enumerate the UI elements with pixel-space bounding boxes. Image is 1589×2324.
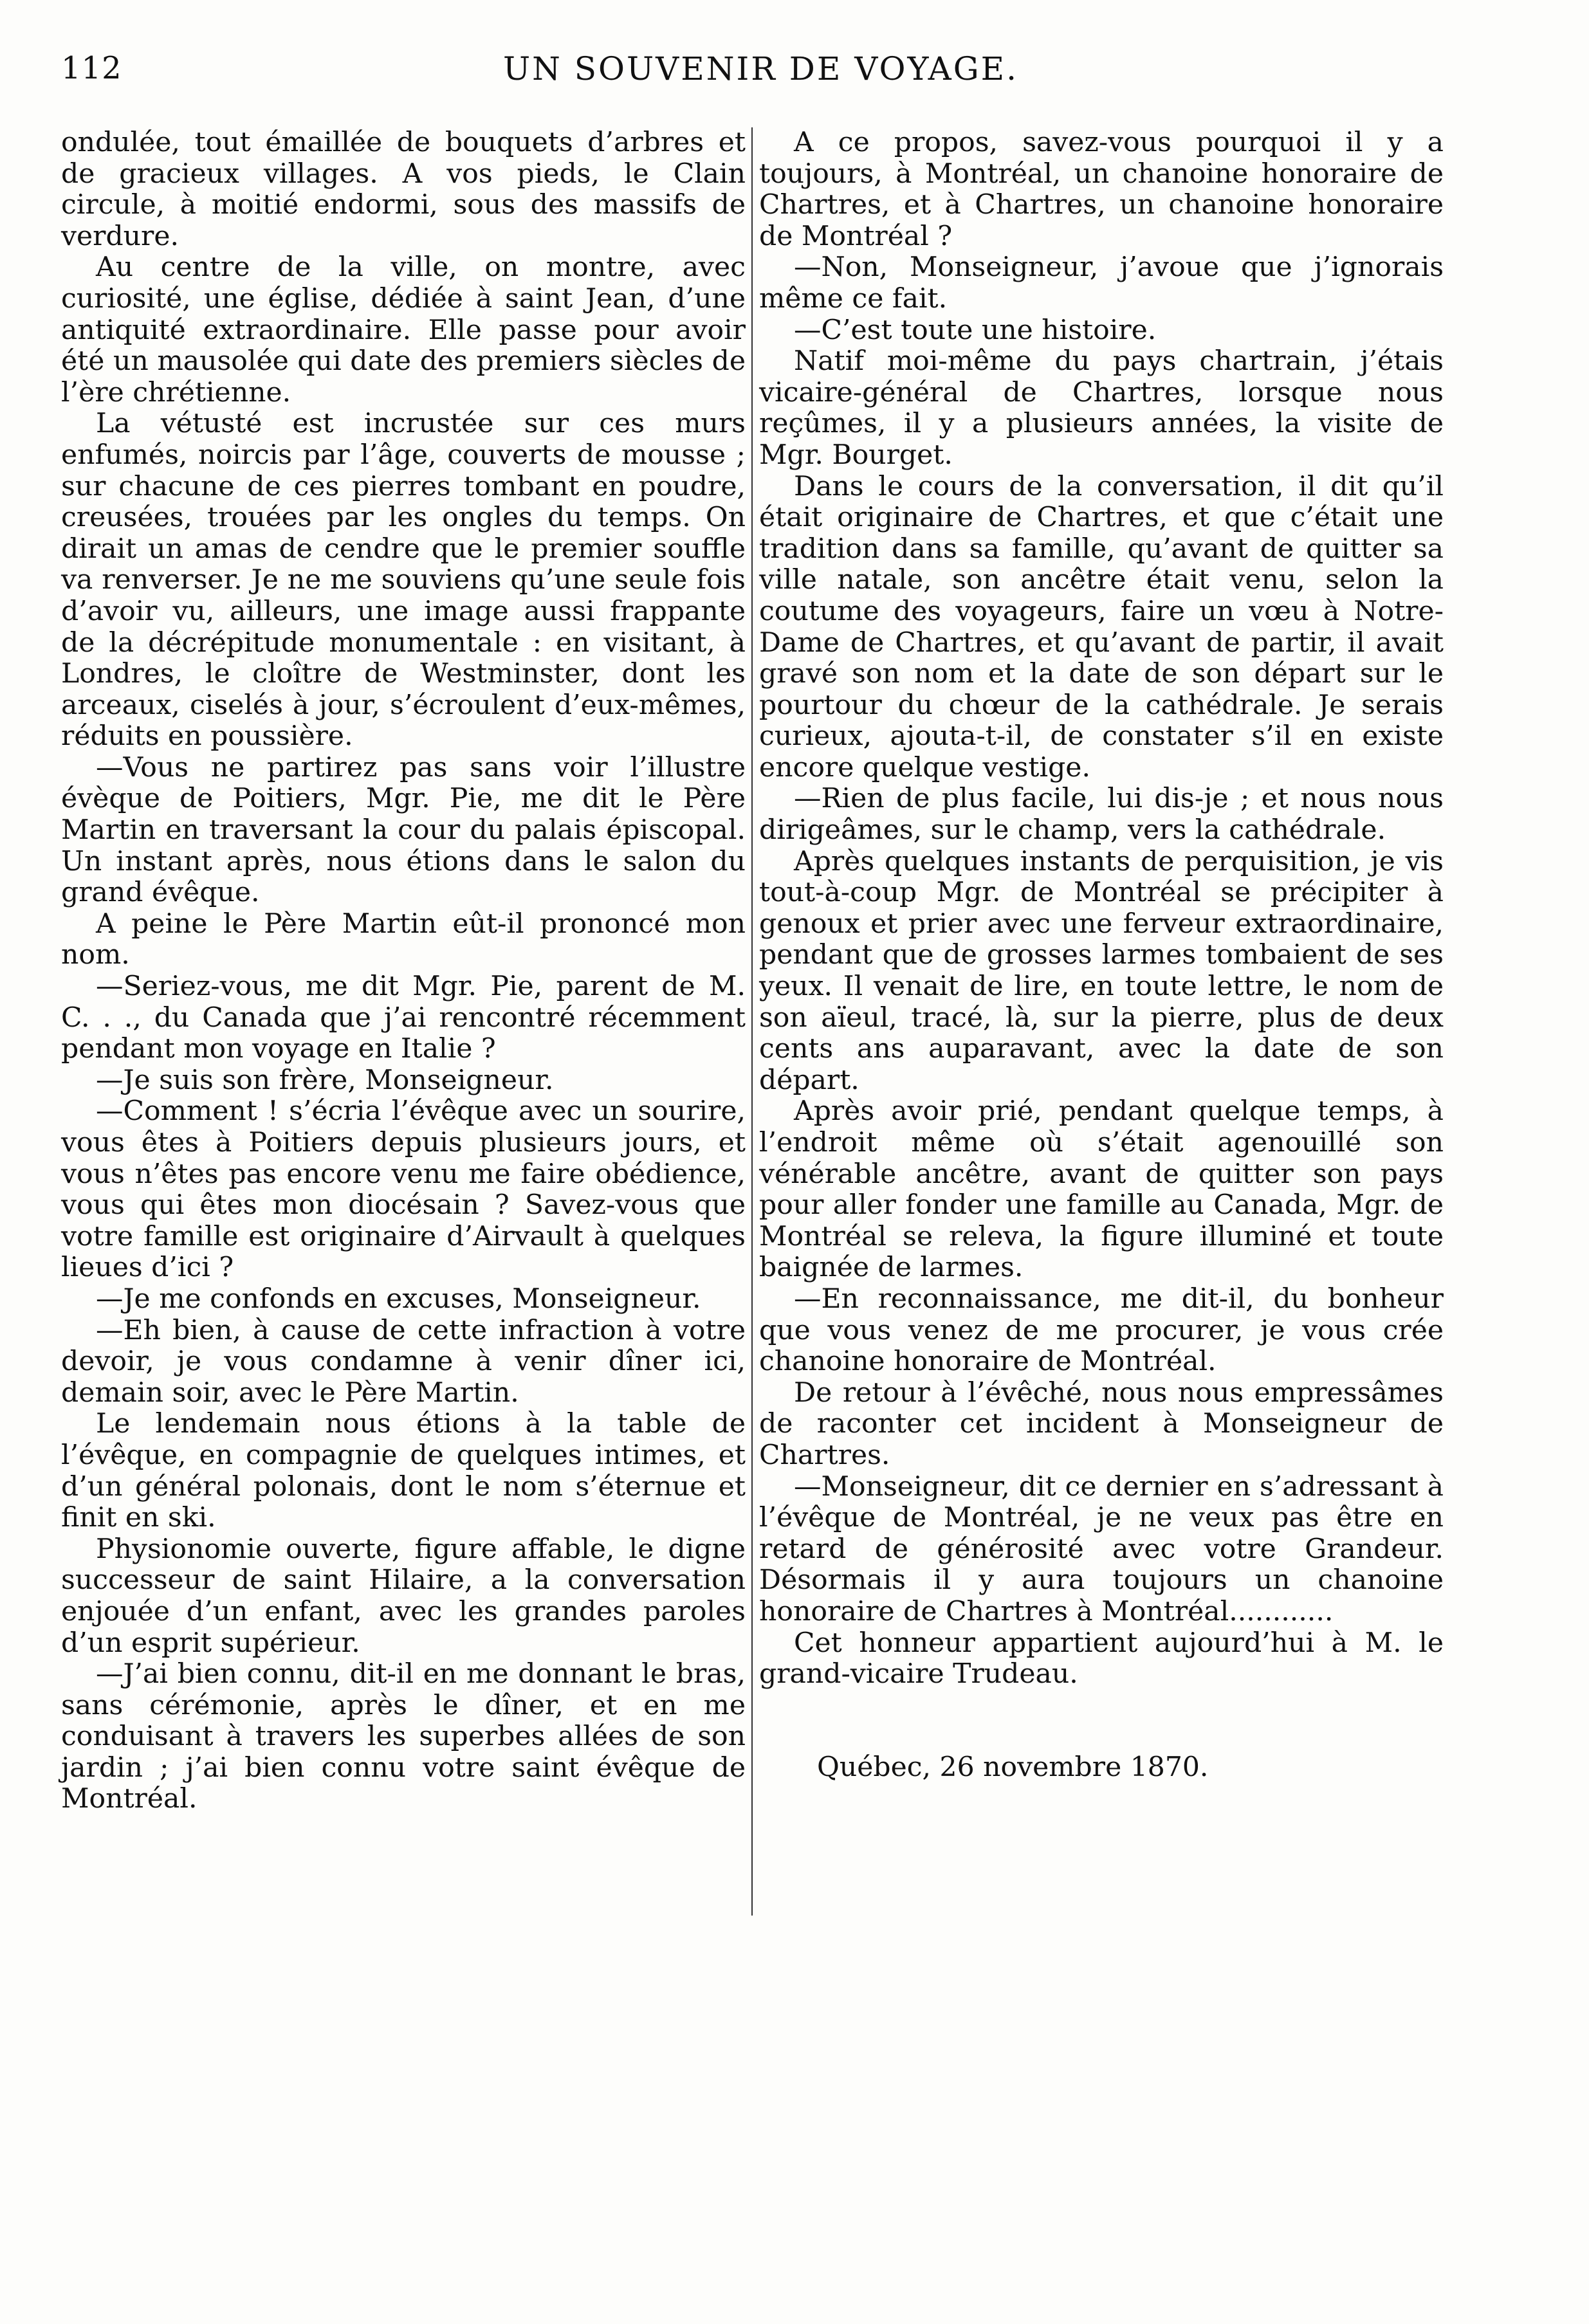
left-column [61, 127, 746, 1815]
paragraph: Le lendemain nous étions à la table de l’évêque, en compagnie de quelques intimes, et d’un général polonais, dont le nom s’éternue et finit en ski. [61, 1408, 746, 1534]
paragraph: —En reconnaissance, me dit-il, du bonheur que vous venez de me procurer, je vous crée chanoine honoraire de Montréal. [759, 1283, 1444, 1378]
page-number: 112 [61, 50, 122, 86]
paragraph: A peine le Père Martin eût-il prononcé mon nom. [61, 908, 746, 971]
paragraph: —Je suis son frère, Monseigneur. [96, 1064, 554, 1096]
right-column-paragraphs [759, 127, 1444, 1690]
paragraph: De retour à l’évêché, nous nous empressâmes de raconter cet incident à Monseigneur de Chartres. [759, 1377, 1444, 1471]
paragraph: —Non, Monseigneur, j’avoue que j’ignorais même ce fait. [759, 252, 1444, 315]
paragraph: Dans le cours de la conversation, il dit qu’il était originaire de Chartres, et que c’était une tradition dans sa famille, qu’avant de quitter sa ville natale, son ancêtre était venu, selon la coutume des voyageurs, faire un vœu à Notre-Dame de Chartres, et qu’avant de partir, il avait gravé son nom et la date de son départ sur le pourtour du chœur de la cathédrale. Je serais curieux, ajouta-t-il, de constater s’il en existe encore quelque vestige. [759, 470, 1444, 783]
paragraph: Natif moi-même du pays chartrain, j’étais vicaire-général de Chartres, lorsque nous reçûmes, il y a plusieurs années, la visite de Mgr. Bourget. [759, 345, 1444, 471]
paragraph: La vétusté est incrustée sur ces murs enfumés, noircis par l’âge, couverts de mousse ; sur chacune de ces pierres tombant en poudre, creusées, trouées par les ongles du temps. On dirait un amas de cendre que le premier souffle va renverser. Je ne me souviens qu’une seule fois d’avoir vu, ailleurs, une image aussi frappante de la décrépitude monumentale : en visitant, à Londres, le cloître de Westminster, dont les arceaux, ciselés à jour, s’écroulent d’eux-mêmes, réduits en poussière. [61, 408, 746, 753]
paragraph: —Eh bien, à cause de cette infraction à votre devoir, je vous condamne à venir dîner ici, demain soir, avec le Père Martin. [61, 1314, 746, 1409]
page-header [61, 50, 1460, 102]
column-divider [751, 127, 753, 1916]
paragraph: A ce propos, savez-vous pourquoi il y a toujours, à Montréal, un chanoine honoraire de Chartres, et à Chartres, un chanoine honoraire de Montréal ? [759, 127, 1444, 252]
paragraph: —J’ai bien connu, dit-il en me donnant le bras, sans cérémonie, après le dîner, et en me conduisant à travers les superbes allées de son jardin ; j’ai bien connu votre saint évêque de Montréal. [61, 1658, 746, 1815]
paragraph: —Seriez-vous, me dit Mgr. Pie, parent de M. C. . ., du Canada que j’ai rencontré récemment pendant mon voyage en Italie ? [61, 971, 746, 1065]
paragraph: —C’est toute une histoire. [794, 314, 1157, 346]
paragraph: Au centre de la ville, on montre, avec curiosité, une église, dédiée à saint Jean, d’une antiquité extraordinaire. Elle passe pour avoir été un mausolée qui date des premiers siècles de l’ère chrétienne. [61, 252, 746, 408]
running-title: UN SOUVENIR DE VOYAGE. [502, 50, 1019, 87]
paragraph: —Monseigneur, dit ce dernier en s’adressant à l’évêque de Montréal, je ne veux pas être en retard de générosité avec votre Grandeur. Désormais il y aura toujours un chanoine honoraire de Chartres à Montréal............ [759, 1470, 1444, 1627]
paragraph: —Vous ne partirez pas sans voir l’illustre évèque de Poitiers, Mgr. Pie, me dit le Père Martin en traversant la cour du palais épiscopal. Un instant après, nous étions dans le salon du grand évêque. [61, 751, 746, 909]
paragraph: ondulée, tout émaillée de bouquets d’arbres et de gracieux villages. A vos pieds, le Clain circule, à moitié endormi, sous des massifs de verdure. [61, 127, 746, 252]
paragraph: Après avoir prié, pendant quelque temps, à l’endroit même où s’était agenouillé son vénérable ancêtre, avant de quitter son pays pour aller fonder une famille au Canada, Mgr. de Montréal se releva, la figure illuminé et toute baignée de larmes. [759, 1095, 1444, 1284]
paragraph: Physionomie ouverte, figure affable, le digne successeur de saint Hilaire, a la conversation enjouée d’un enfant, avec les grandes paroles d’un esprit supérieur. [61, 1533, 746, 1659]
paragraph: —Comment ! s’écria l’évêque avec un sourire, vous êtes à Poitiers depuis plusieurs jours, et vous n’êtes pas encore venu me faire obédience, vous qui êtes mon diocésain ? Savez-vous que votre famille est originaire d’Airvault à quelques lieues d’ici ? [61, 1095, 746, 1284]
paragraph: Après quelques instants de perquisition, je vis tout-à-coup Mgr. de Montréal se précipiter à genoux et prier avec une ferveur extraordinaire, pendant que de grosses larmes tombaient de ses yeux. Il venait de lire, en toute lettre, le nom de son aïeul, tracé, là, sur la pierre, plus de deux cents ans auparavant, avec la date de son départ. [759, 845, 1444, 1096]
dateline: Québec, 26 novembre 1870. [817, 1751, 1209, 1783]
right-column [759, 127, 1444, 1783]
paragraph: Cet honneur appartient aujourd’hui à M. le grand-vicaire Trudeau. [759, 1627, 1444, 1690]
paragraph: —Je me confonds en excuses, Monseigneur. [96, 1283, 701, 1315]
paragraph: —Rien de plus facile, lui dis-je ; et nous nous dirigeâmes, sur le champ, vers la cathédrale. [759, 783, 1444, 846]
